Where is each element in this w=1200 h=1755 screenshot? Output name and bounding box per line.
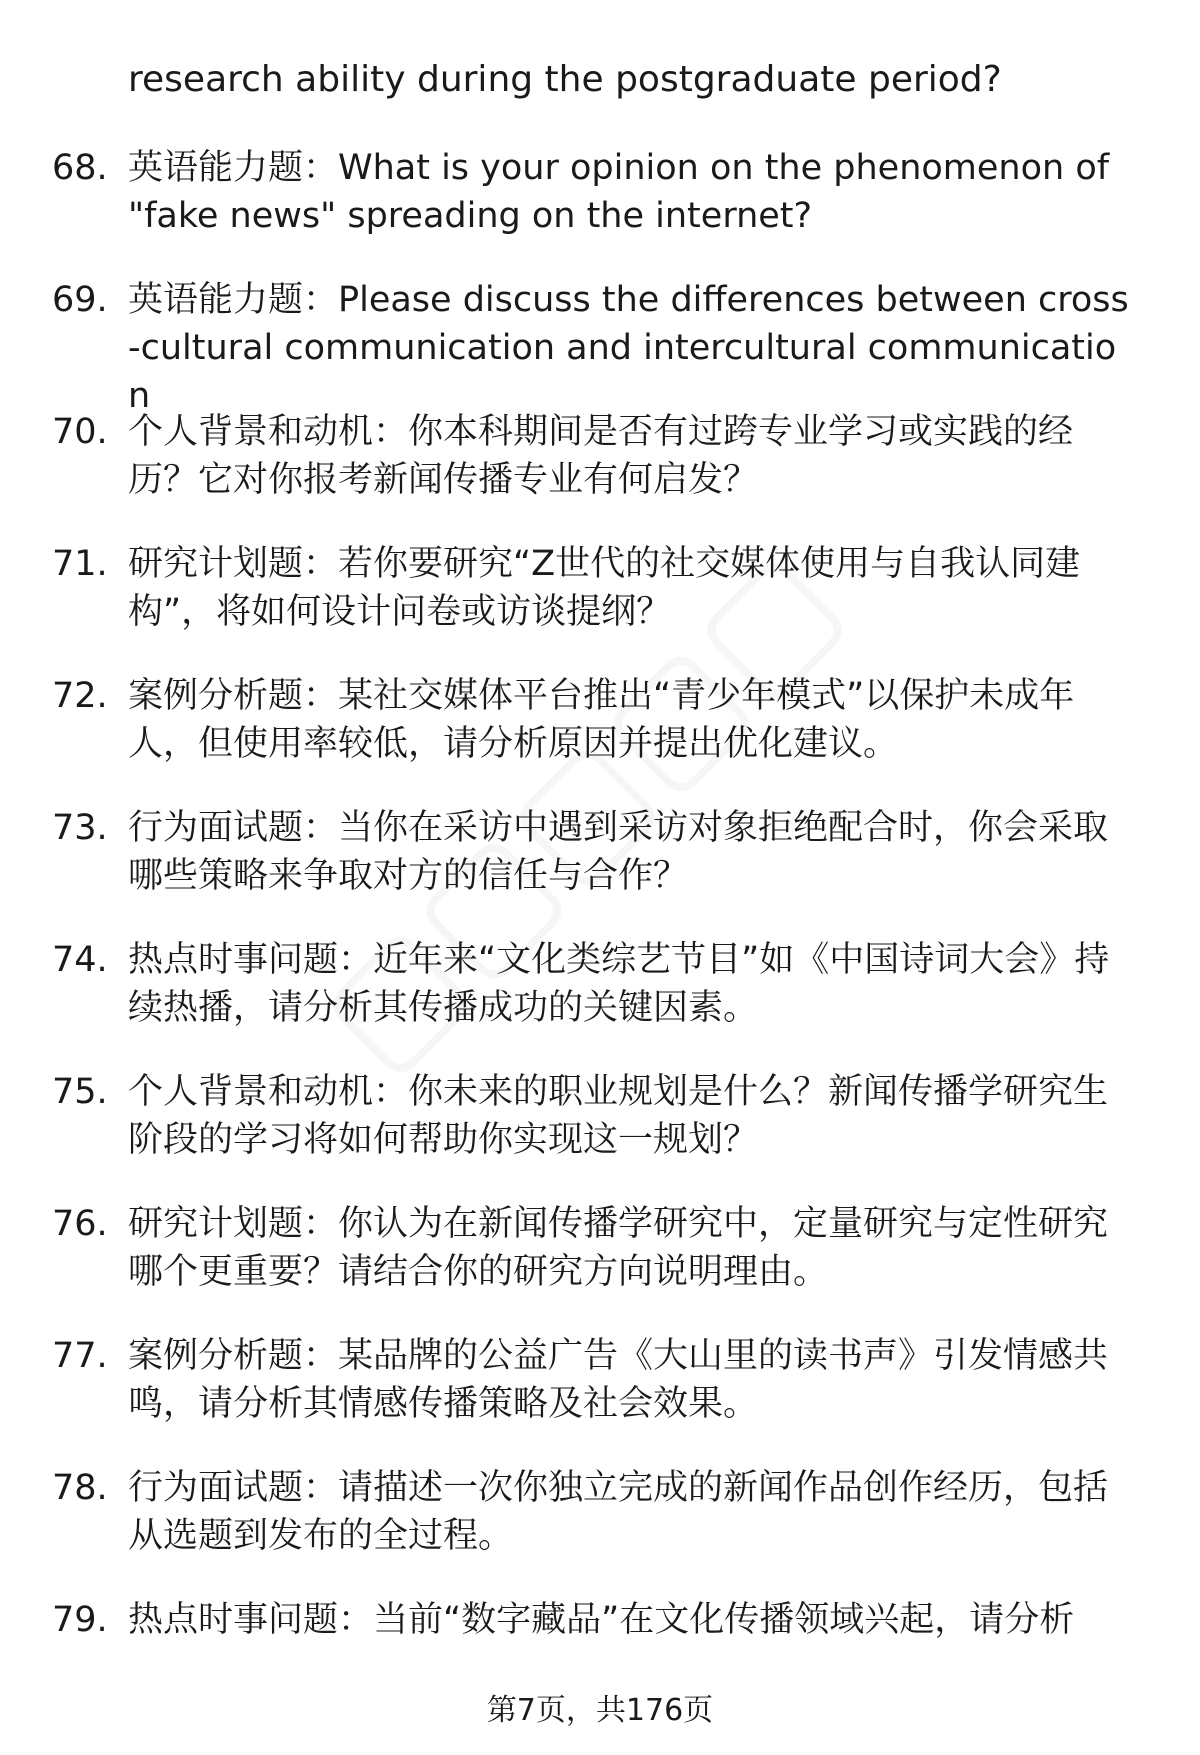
- question-item: [0, 936, 1200, 1068]
- question-text: 案例分析题：某品牌的公益广告《大山里的读书声》引发情感共鸣，请分析其情感传播策略及社会效果。: [128, 1336, 1109, 1424]
- question-item: [0, 408, 1200, 540]
- question-number: 71.: [52, 544, 108, 584]
- question-item: [0, 1332, 1200, 1464]
- question-item: [0, 144, 1200, 276]
- question-text: 行为面试题：当你在采访中遇到采访对象拒绝配合时，你会采取哪些策略来争取对方的信任与合作？: [128, 808, 1109, 896]
- question-text: 案例分析题：某社交媒体平台推出“青少年模式”以保护未成年人，但使用率较低，请分析原因并提出优化建议。: [128, 676, 1075, 764]
- question-item: [0, 276, 1200, 416]
- question-list: [0, 144, 1200, 1728]
- question-item: [0, 672, 1200, 804]
- question-item: [0, 1464, 1200, 1596]
- page-footer: 第7页，共176页: [486, 1693, 714, 1728]
- question-number: 72.: [52, 676, 108, 716]
- continued-question-text: research ability during the postgraduate period?: [128, 59, 1002, 100]
- question-text: 英语能力题：What is your opinion on the phenomenon of "fake news" spreading on the internet?: [128, 148, 1110, 236]
- question-text: 热点时事问题：近年来“文化类综艺节目”如《中国诗词大会》持续热播，请分析其传播成功的关键因素。: [128, 940, 1110, 1028]
- question-number: 76.: [52, 1204, 108, 1244]
- question-number: 79.: [52, 1600, 108, 1640]
- question-text: 研究计划题：你认为在新闻传播学研究中，定量研究与定性研究哪个更重要？请结合你的研究方向说明理由。: [128, 1204, 1109, 1292]
- question-item: [0, 1200, 1200, 1332]
- question-item: [0, 804, 1200, 936]
- question-text: 个人背景和动机：你未来的职业规划是什么？新闻传播学研究生阶段的学习将如何帮助你实现这一规划？: [128, 1072, 1109, 1160]
- question-number: 68.: [52, 148, 108, 188]
- question-number: 69.: [52, 280, 108, 320]
- question-text: 行为面试题：请描述一次你独立完成的新闻作品创作经历，包括从选题到发布的全过程。: [128, 1468, 1109, 1556]
- question-number: 78.: [52, 1468, 108, 1508]
- question-number: 77.: [52, 1336, 108, 1376]
- question-text: 个人背景和动机：你本科期间是否有过跨专业学习或实践的经历？它对你报考新闻传播专业有何启发？: [128, 412, 1074, 500]
- question-number: 70.: [52, 412, 108, 452]
- question-text: 热点时事问题：当前“数字藏品”在文化传播领域兴起，请分析: [128, 1600, 1075, 1640]
- question-text: 研究计划题：若你要研究“Z世代的社交媒体使用与自我认同建构”，将如何设计问卷或访谈提纲？: [128, 544, 1081, 632]
- question-number: 74.: [52, 940, 108, 980]
- question-item: [0, 540, 1200, 672]
- question-number: 75.: [52, 1072, 108, 1112]
- question-item: [0, 1068, 1200, 1200]
- question-text: 英语能力题：Please discuss the differences between cross-cultural communication and intercultural communication: [128, 280, 1129, 416]
- question-number: 73.: [52, 808, 108, 848]
